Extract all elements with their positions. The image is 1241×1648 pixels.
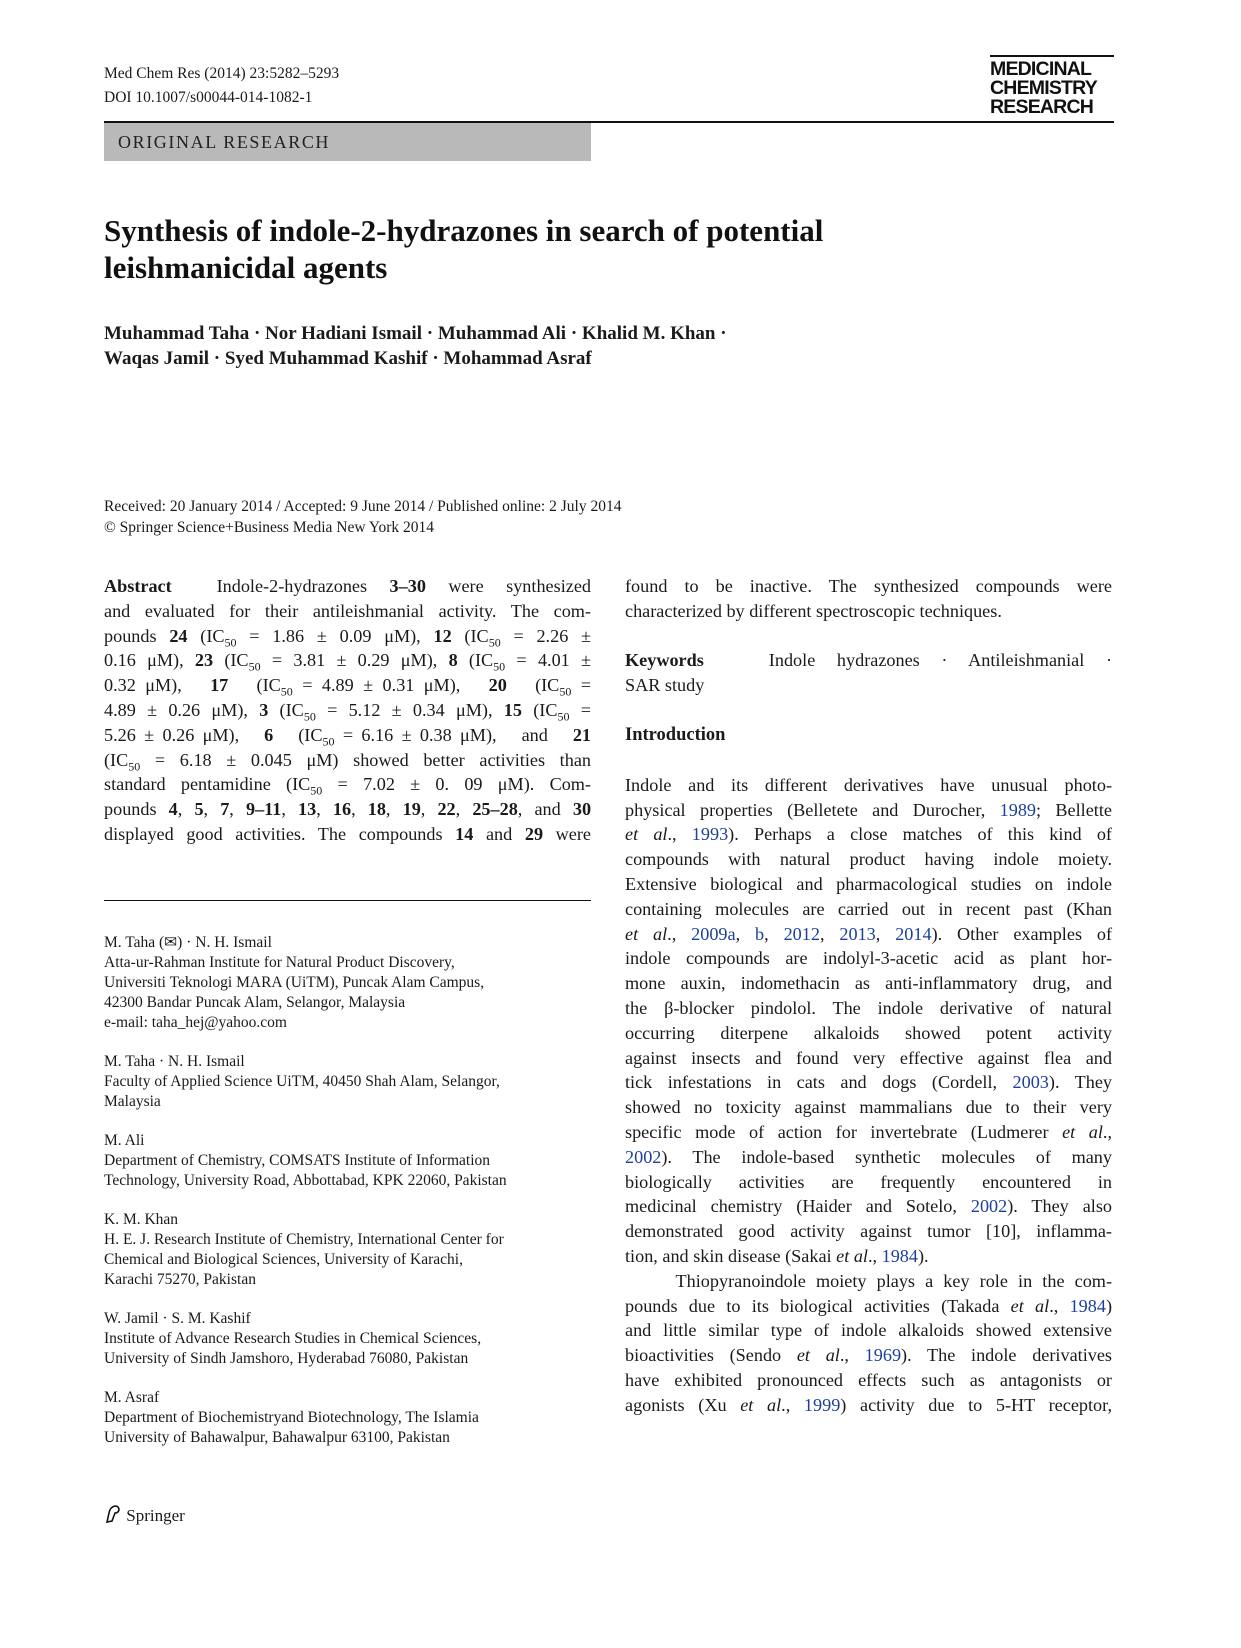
- ref-link[interactable]: 2002: [970, 1196, 1008, 1217]
- author-list: [104, 321, 727, 371]
- affiliation-4: K. M. Khan H. E. J. Research Institute of Chemistry, International Center for Chemical and Biological Sciences, University of Karachi, Karachi 75270, Pakistan: [104, 1211, 504, 1288]
- ref-link[interactable]: 2003: [1012, 1072, 1049, 1093]
- affiliation-6: M. Asraf Department of Biochemistryand Biotechnology, The Islamia University of Bahawalpur, Bahawalpur 63100, Pakistan: [104, 1389, 479, 1446]
- article-title: [104, 212, 823, 286]
- footnote-rule: [104, 900, 591, 901]
- ref-link[interactable]: 1993: [691, 824, 729, 845]
- ref-link[interactable]: 1969: [864, 1345, 902, 1366]
- publisher-mark: [104, 1504, 185, 1527]
- title-line-2: leishmanicidal agents: [104, 250, 388, 285]
- journal-citation: Med Chem Res (2014) 23:5282–5293: [104, 65, 340, 82]
- article-dates: [104, 496, 621, 538]
- ref-link[interactable]: 1999: [803, 1394, 841, 1415]
- affiliation-2: M. Taha · N. H. Ismail Faculty of Applied Science UiTM, 40450 Shah Alam, Selangor, Malaysia: [104, 1053, 500, 1110]
- ref-link[interactable]: 2014: [895, 923, 932, 944]
- introduction-heading: Introduction: [625, 724, 726, 745]
- journal-logo: [990, 55, 1114, 117]
- copyright: © Springer Science+Business Media New York 2014: [104, 519, 435, 536]
- ref-link[interactable]: 2009a: [691, 923, 736, 944]
- ref-link[interactable]: 2013: [839, 923, 876, 944]
- abstract-label: Abstract: [104, 576, 172, 596]
- authors-line-1: Muhammad Taha · Nor Hadiani Ismail · Muhammad Ali · Khalid M. Khan ·: [104, 323, 727, 344]
- ref-link[interactable]: 1984: [1069, 1295, 1106, 1316]
- ref-link[interactable]: 1984: [881, 1245, 918, 1266]
- abstract: Abstract Indole-2-hydrazones 3–30 were synthesized and evaluated for their antileishmanial activity. The com- pounds 24 ($IC_{50} = 1.86 \pm 0.09$ μM), 12 ($IC_{50} = 2.26$ ± 0.16 μM), 23 ($IC_{50} = 3.81 \pm 0.29$ μM), 8 ($IC_{50} = 4.01$ ± 0.32 μM), 17 ($IC_{50} = 4.89 \pm 0.31$ μM), 20 ($IC_{50}$ = 4.89 ± 0.26 μM), 3 ($IC_{50} = 5.12 \pm 0.34$ μM), 15 ($IC_{50}$ = 5.26 ± 0.26 μM), 6 ($IC_{50} = 6.16 \pm 0.38$ μM), and 21 ($IC_{50} = 6.18 \pm 0.045$ μM) showed better activities than standard pentamidine ($IC_{50} = 7.02 \pm 0$. 09 μM). Com- pounds 4, 5, 7, 9–11, 13, 16, 18, 19, 22, 25–28, and 30 displayed good activities. The compounds 14 and 29 were: [104, 576, 592, 844]
- authors-line-2: Waqas Jamil · Syed Muhammad Kashif · Mohammad Asraf: [104, 348, 592, 369]
- keywords-label: Keywords: [625, 650, 704, 671]
- keywords: Keywords Indole hydrazones · Antileishmanial ·: [625, 650, 1112, 671]
- affiliation-3: M. Ali Department of Chemistry, COMSATS Institute of Information Technology, University Road, Abbottabad, KPK 22060, Pakistan: [104, 1132, 507, 1189]
- history-dates: Received: 20 January 2014 / Accepted: 9 June 2014 / Published online: 2 July 2014: [104, 498, 622, 515]
- ref-link[interactable]: 2012: [783, 923, 820, 944]
- section-label: ORIGINAL RESEARCH: [104, 123, 591, 161]
- publisher-name: Springer: [126, 1506, 185, 1525]
- right-column: found to be inactive. The synthesized compounds were characterized by different spectroscopic techniques. Keywords Indole hydrazones · Antileishmanial · SAR study Introduction Indole and its different derivatives have unusual photo- physical properties (Belletete and Durocher, 1989; Bellette et al., 1993). Perhaps a close matches of this kind of compounds with natural product having indole moiety. Extensive biological and pharmacological studies on indole containing molecules are carried out in recent past (Khan et al., 2009a, b, 2012, 2013, 2014). Other examples of indole compounds are indolyl-3-acetic acid as plant hor- mone auxin, indomethacin as anti-inflammatory drug, and the β-blocker pindolol. The indole derivative of natural occurring diterpene alkaloids showed potent activity against insects and found very effective against flea and tick infestations in cats and dogs (Cordell, 2003). They showed no toxicity against mammalians due to their very specific mode of action for invertebrate (Ludmerer et al., 2002). The indole-based synthetic molecules of many biologically activities are frequently encountered in medicinal chemistry (Haider and Sotelo, 2002). They also demonstrated good activity against tumor [10], inflamma- tion, and skin disease (Sakai et al., 1984). Thiopyranoindole moiety plays a key role in the com- pounds due to its biological activities (Takada et al., 1984) and little similar type of indole alkaloids showed extensive bioactivities (Sendo et al., 1969). The indole derivatives have exhibited pronounced effects such as antagonists or agonists (Xu et al., 1999) activity due to 5-HT receptor,: [625, 576, 1113, 1415]
- affiliations: [104, 933, 604, 1467]
- ref-link[interactable]: 2002: [625, 1146, 662, 1167]
- springer-horse-icon: [104, 1504, 122, 1524]
- ref-link[interactable]: 1989: [999, 799, 1036, 820]
- logo-line-3: RESEARCH: [990, 96, 1094, 118]
- ref-link[interactable]: b: [755, 923, 765, 944]
- affiliation-1: M. Taha (✉) · N. H. Ismail Atta-ur-Rahman Institute for Natural Product Discovery, Universiti Teknologi MARA (UiTM), Puncak Alam Campus, 42300 Bandar Puncak Alam, Selangor, Malaysia e-mail: taha_hej@yahoo.com: [104, 933, 604, 1033]
- logo-line-2: CHEMISTRY: [990, 77, 1097, 99]
- title-line-1: Synthesis of indole-2-hydrazones in search of potential: [104, 213, 824, 248]
- affiliation-5: W. Jamil · S. M. Kashif Institute of Advance Research Studies in Chemical Sciences, University of Sindh Jamshoro, Hyderabad 76080, Pakistan: [104, 1310, 482, 1367]
- doi: DOI 10.1007/s00044-014-1082-1: [104, 89, 313, 106]
- logo-line-1: MEDICINAL: [990, 58, 1092, 80]
- author-email[interactable]: e-mail: taha_hej@yahoo.com: [104, 1014, 287, 1031]
